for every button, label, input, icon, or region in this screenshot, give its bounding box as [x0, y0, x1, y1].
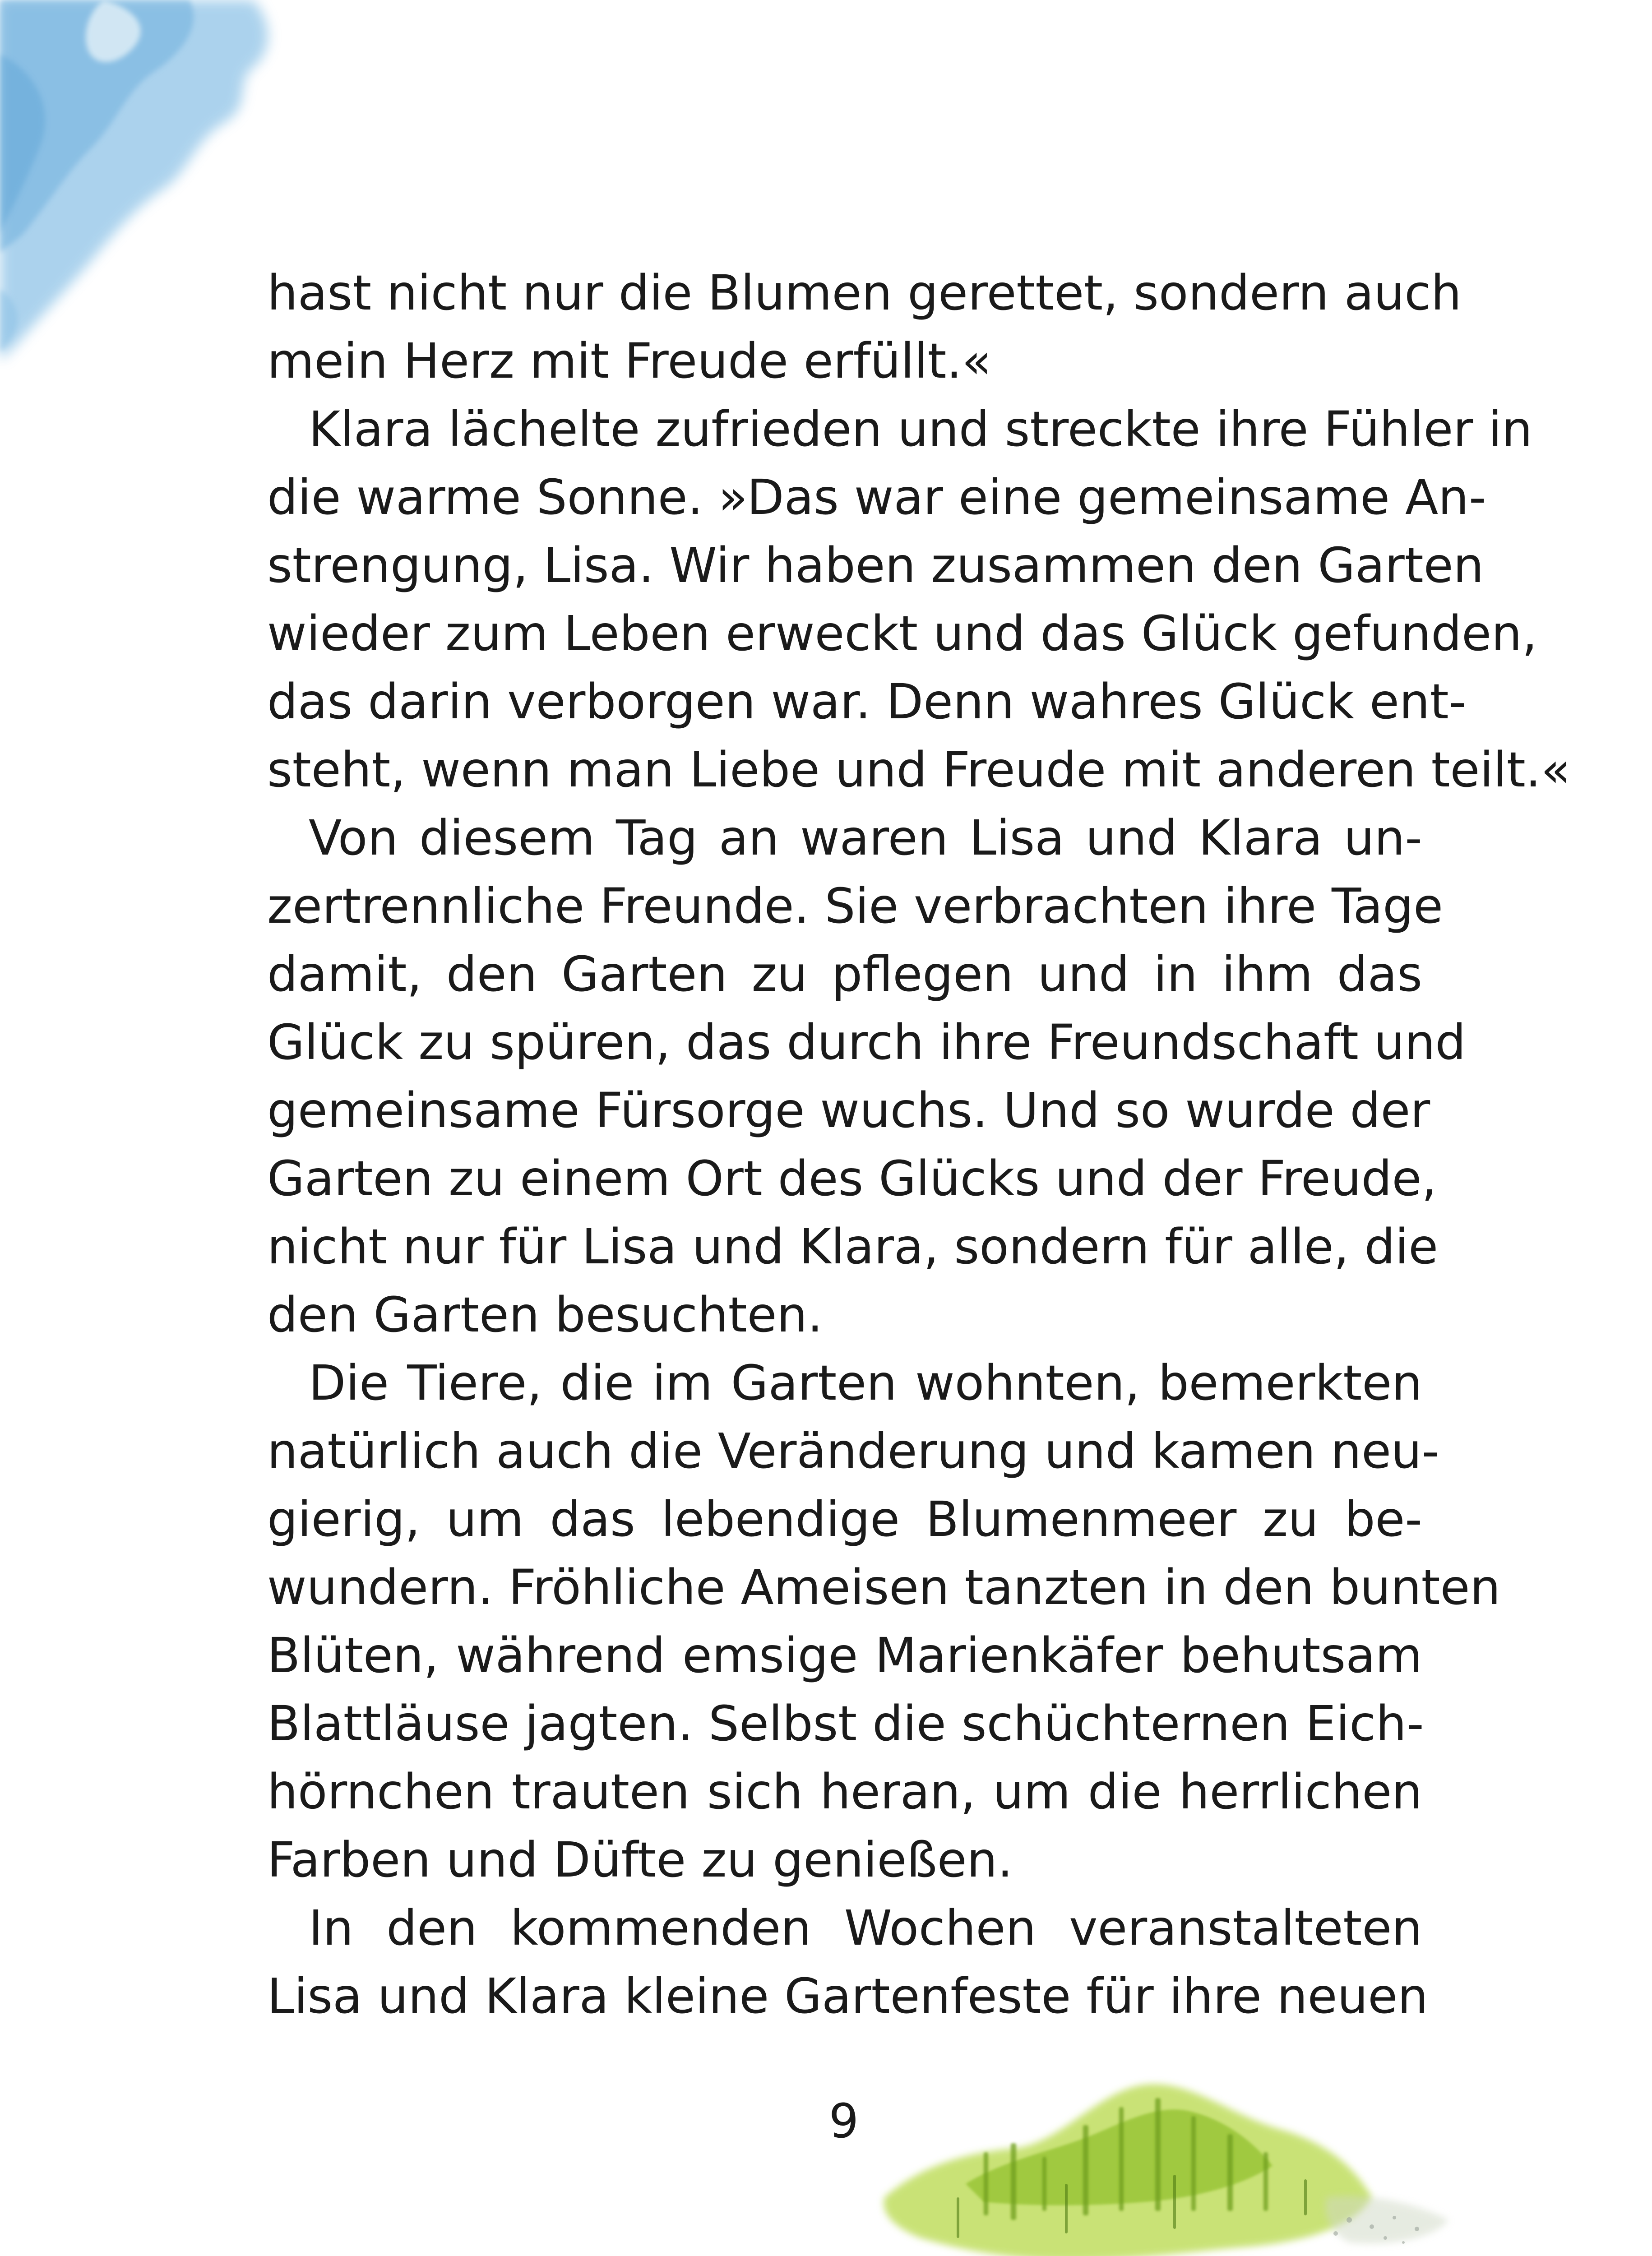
text-line: gierig, um das lebendige Blumenmeer zu be- [267, 1492, 1422, 1548]
text-line: mein Herz mit Freude erfüllt.« [267, 333, 991, 389]
text-line: damit, den Garten zu pflegen und in ihm das [267, 947, 1422, 1003]
text-line: Lisa und Klara kleine Gartenfeste für ihre neuen [267, 1969, 1428, 2025]
page-number: 9 [828, 2094, 859, 2149]
text-line: Klara lächelte zufrieden und streckte ihre Fühler in [309, 402, 1532, 458]
paragraph [267, 1895, 1428, 2031]
text-line: Glück zu spüren, das durch ihre Freundschaft und [267, 1015, 1466, 1071]
text-line: Farben und Düfte zu genießen. [267, 1832, 1013, 1888]
text-line: wieder zum Leben erweckt und das Glück gefunden, [267, 606, 1537, 662]
text-line: strengung, Lisa. Wir haben zusammen den Garten [267, 538, 1484, 594]
text-line: natürlich auch die Veränderung und kamen neu- [267, 1424, 1439, 1479]
text-line: Blüten, während emsige Marienkäfer behutsam [267, 1628, 1422, 1684]
paragraph [267, 259, 1462, 396]
text-line: wundern. Fröhliche Ameisen tanzten in den bunten [267, 1560, 1501, 1616]
text-line: das darin verborgen war. Denn wahres Glück ent- [267, 674, 1467, 730]
green-grass-watercolor-decoration [848, 2048, 1480, 2256]
text-line: gemeinsame Fürsorge wuchs. Und so wurde der [267, 1083, 1430, 1139]
text-line: Die Tiere, die im Garten wohnten, bemerkten [309, 1355, 1422, 1411]
text-line: Von diesem Tag an waren Lisa und Klara un- [309, 810, 1422, 866]
text-line: den Garten besuchten. [267, 1287, 823, 1343]
paragraph [267, 1350, 1501, 1895]
paragraph [267, 396, 1571, 804]
text-line: Garten zu einem Ort des Glücks und der Freude, [267, 1151, 1437, 1207]
body-text [267, 259, 1571, 2031]
paragraph [267, 804, 1466, 1350]
text-line: In den kommenden Wochen veranstalteten [309, 1900, 1422, 1956]
text-line: Blattläuse jagten. Selbst die schüchternen Eich- [267, 1696, 1424, 1752]
text-line: nicht nur für Lisa und Klara, sondern für alle, die [267, 1219, 1439, 1275]
text-line: die warme Sonne. »Das war eine gemeinsame An- [267, 470, 1486, 526]
text-line: zertrennliche Freunde. Sie verbrachten ihre Tage [267, 878, 1443, 934]
text-line: steht, wenn man Liebe und Freude mit anderen teilt.« [267, 742, 1571, 798]
text-line: hast nicht nur die Blumen gerettet, sondern auch [267, 265, 1462, 321]
text-line: hörnchen trauten sich heran, um die herrlichen [267, 1764, 1422, 1820]
